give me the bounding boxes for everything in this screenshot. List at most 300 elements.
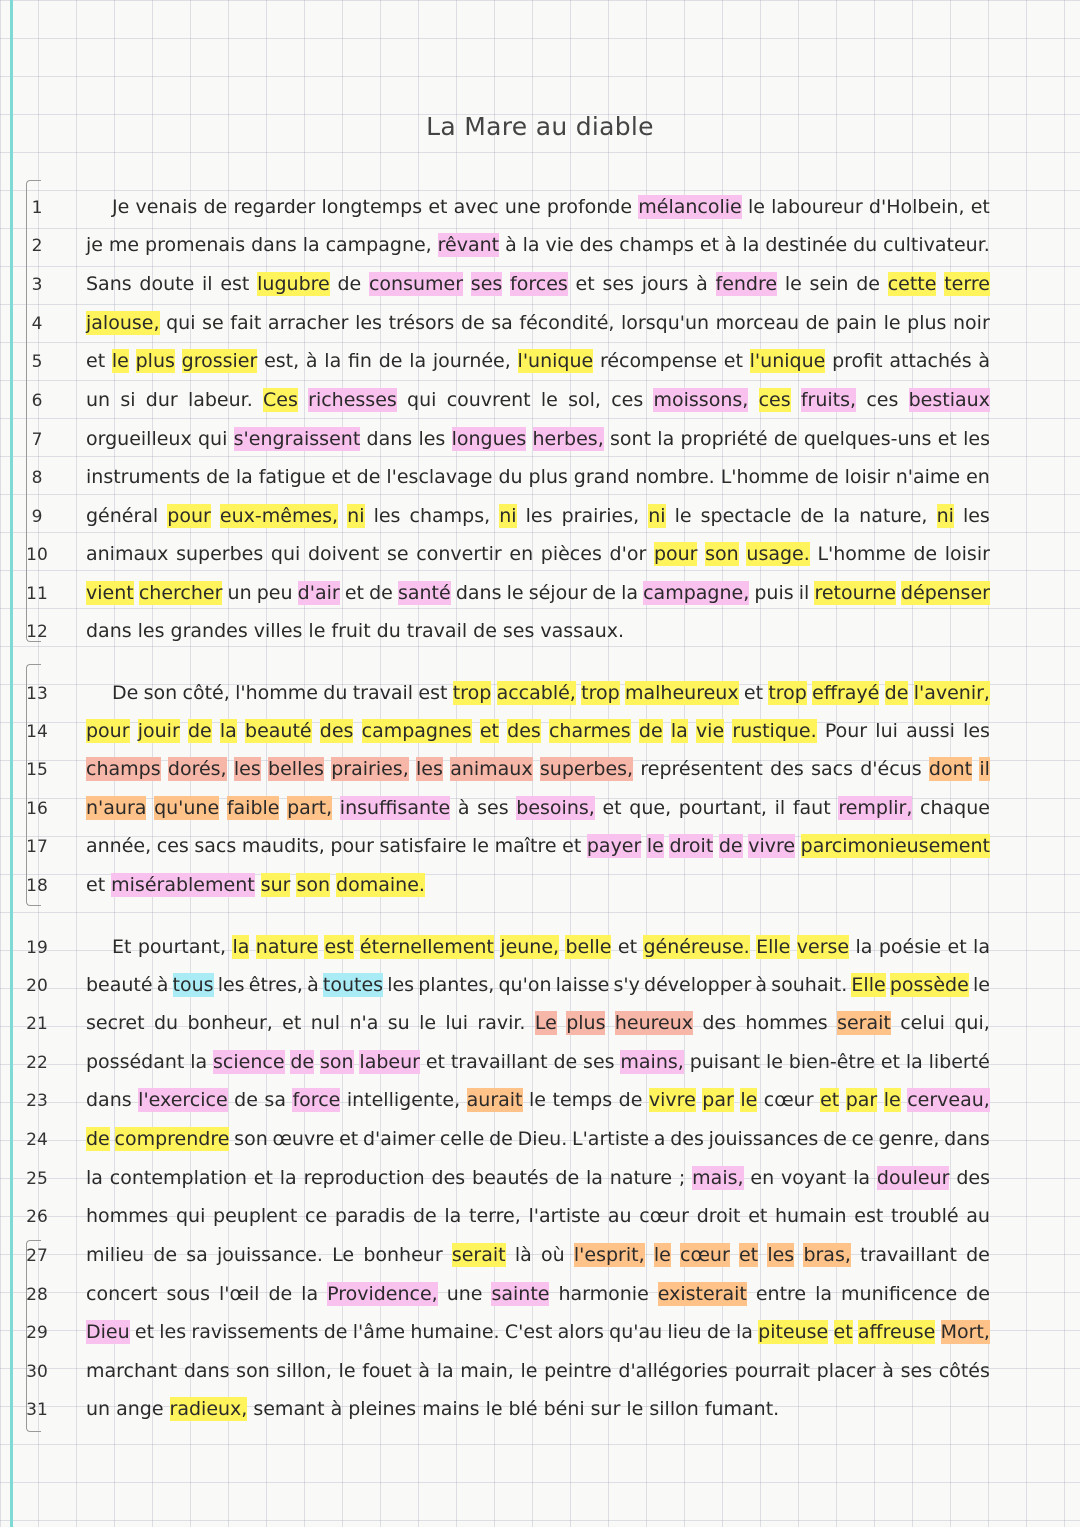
line-number: 23 — [26, 1091, 48, 1111]
text-line — [0, 1047, 1080, 1077]
word: marchant — [86, 1360, 178, 1382]
word: pour — [653, 543, 698, 565]
word: du — [376, 620, 401, 642]
word: ces — [758, 389, 791, 411]
word: les — [217, 974, 245, 996]
word: la — [219, 720, 237, 742]
word: moissons, — [653, 389, 749, 411]
word: ce — [851, 1128, 874, 1150]
word: domaine. — [336, 874, 425, 896]
word: séjour — [528, 582, 588, 604]
word: champs, — [409, 505, 491, 527]
word: sa — [186, 1244, 208, 1266]
word: l'avenir, — [913, 682, 990, 704]
word: et — [820, 1089, 840, 1111]
line-text — [86, 581, 990, 605]
word: champs — [619, 234, 694, 256]
word: et — [937, 428, 957, 450]
word: les — [355, 312, 382, 334]
word: vie — [695, 720, 725, 742]
word: il — [979, 758, 990, 780]
text-line — [0, 1279, 1080, 1309]
word: représentent — [640, 758, 763, 780]
text-line — [0, 932, 1080, 962]
word: alors — [557, 1321, 604, 1343]
word: le — [747, 196, 765, 218]
word: au — [966, 1205, 990, 1227]
word: son — [234, 1128, 268, 1150]
word: laboureur — [771, 196, 863, 218]
line-text — [86, 311, 990, 335]
word: puisant — [689, 1051, 761, 1073]
word: vie — [545, 234, 574, 256]
text-line — [0, 1201, 1080, 1231]
text-line — [0, 1240, 1080, 1270]
word: maudits, — [241, 835, 325, 857]
word: et — [344, 582, 364, 604]
word: fendre — [715, 273, 778, 295]
word: de — [460, 312, 485, 334]
word: le — [111, 350, 129, 372]
word: science — [213, 1051, 285, 1073]
word: la — [522, 234, 540, 256]
word: instruments — [86, 466, 201, 488]
word: je — [86, 234, 103, 256]
word: Le — [332, 1244, 355, 1266]
word: et — [723, 350, 743, 372]
word: des — [770, 758, 804, 780]
word: qu'au — [609, 1321, 663, 1343]
word: est, — [264, 350, 300, 372]
line-number: 15 — [26, 760, 48, 780]
word: fouet — [362, 1360, 412, 1382]
line-number: 27 — [26, 1246, 48, 1266]
word: et — [428, 196, 448, 218]
word: fait — [230, 312, 262, 334]
word: à — [978, 350, 990, 372]
word: journée, — [432, 350, 511, 372]
word: la — [735, 1321, 753, 1343]
line-number: 10 — [26, 545, 48, 565]
word: trésors — [388, 312, 455, 334]
word: noir — [953, 312, 990, 334]
word: une — [504, 196, 541, 218]
word: Elle — [756, 936, 791, 958]
word: qu'une — [154, 797, 220, 819]
word: sous — [166, 1283, 210, 1305]
word: nature — [609, 1167, 673, 1189]
word: santé — [397, 582, 451, 604]
word: et — [617, 936, 638, 958]
word: douleur — [876, 1167, 950, 1189]
word: vivre — [648, 1089, 696, 1111]
word: profit — [832, 350, 883, 372]
word: il — [774, 797, 786, 819]
word: plus — [528, 466, 568, 488]
word: il — [202, 273, 213, 295]
word: du — [498, 466, 523, 488]
word: Le — [534, 1012, 557, 1034]
word: ces — [611, 389, 644, 411]
word: la — [444, 1205, 462, 1227]
word: la — [833, 505, 851, 527]
word: ses — [900, 1360, 933, 1382]
word: Dieu. — [517, 1128, 568, 1150]
word: est — [220, 273, 250, 295]
word: les — [233, 758, 261, 780]
word: pourtant, — [678, 797, 767, 819]
word: de — [718, 835, 743, 857]
word: de — [856, 273, 880, 295]
word: placer — [816, 1360, 876, 1382]
word: la — [436, 1360, 454, 1382]
word: qui — [407, 389, 437, 411]
word: sol, — [568, 389, 601, 411]
word: la — [853, 1167, 871, 1189]
word: ses — [602, 273, 634, 295]
word: rustique. — [732, 720, 817, 742]
text-line — [0, 716, 1080, 746]
word: satisfaire — [379, 835, 467, 857]
word: mains — [422, 1398, 480, 1420]
word: belle — [565, 936, 612, 958]
word: l'esprit, — [573, 1244, 645, 1266]
word: bras, — [803, 1244, 851, 1266]
word: le — [653, 1244, 671, 1266]
word: venais — [135, 196, 198, 218]
word: travail — [406, 620, 468, 642]
word: de — [369, 582, 393, 604]
line-number: 17 — [26, 837, 48, 857]
word: et — [339, 1128, 359, 1150]
line-number: 3 — [31, 275, 43, 295]
line-number: 9 — [31, 507, 43, 527]
word: les — [963, 428, 990, 450]
text-line — [0, 230, 1080, 260]
word: est — [418, 682, 448, 704]
word: année, — [86, 835, 152, 857]
word: doute — [139, 273, 195, 295]
word: dur — [145, 389, 178, 411]
line-text — [86, 465, 990, 489]
word: payer — [586, 835, 642, 857]
word: à — [755, 974, 768, 996]
word: reproduction — [303, 1167, 425, 1189]
word: de — [592, 582, 616, 604]
word: en — [509, 543, 534, 565]
line-number: 8 — [31, 468, 43, 488]
line-number: 24 — [26, 1130, 48, 1150]
word: et — [602, 797, 622, 819]
word: existerait — [657, 1283, 747, 1305]
word: laisse — [555, 974, 610, 996]
word: humain — [775, 1205, 847, 1227]
word: sacs — [194, 835, 237, 857]
word: contemplation — [109, 1167, 247, 1189]
line-text — [86, 233, 990, 257]
word: L'homme — [720, 466, 809, 488]
word: Elle — [851, 974, 886, 996]
word: du — [153, 1012, 179, 1034]
word: qui, — [954, 1012, 990, 1034]
word: pourrait — [734, 1360, 810, 1382]
word: le — [419, 1012, 437, 1034]
word: généreuse. — [643, 936, 750, 958]
word: force — [292, 1089, 341, 1111]
word: et — [970, 196, 990, 218]
word: sont — [610, 428, 652, 450]
word: me — [108, 234, 140, 256]
word: champs — [86, 758, 161, 780]
word: eux-mêmes, — [219, 505, 339, 527]
word: droit — [696, 1205, 741, 1227]
word: ses — [502, 620, 535, 642]
word: vivre — [748, 835, 796, 857]
word: belles — [268, 758, 324, 780]
word: le — [506, 582, 524, 604]
word: ses — [470, 273, 503, 295]
word: plus — [907, 312, 947, 334]
text-line — [0, 1124, 1080, 1154]
word: s'engraissent — [233, 428, 361, 450]
word: retourne — [814, 582, 896, 604]
word: des — [319, 720, 354, 742]
word: Pour — [824, 720, 868, 742]
word: les — [137, 620, 165, 642]
word: loisir — [944, 543, 990, 565]
line-text — [86, 973, 990, 997]
word: de — [290, 1051, 315, 1073]
word: voyant — [781, 1167, 847, 1189]
word: et — [479, 720, 499, 742]
word: celle — [439, 1128, 485, 1150]
word: à — [330, 1398, 343, 1420]
word: le — [626, 1398, 644, 1420]
word: quelques-uns — [803, 428, 932, 450]
line-text — [86, 504, 990, 528]
word: côtés — [938, 1360, 990, 1382]
word: de — [323, 1321, 348, 1343]
word: ange — [116, 1398, 164, 1420]
word: l'œil — [218, 1283, 260, 1305]
word: des — [431, 1167, 466, 1189]
word: de — [814, 466, 839, 488]
word: cœur — [639, 1205, 689, 1227]
text-line — [0, 831, 1080, 861]
word: peuplent — [213, 1205, 298, 1227]
word: beauté — [86, 974, 153, 996]
word: entre — [755, 1283, 807, 1305]
line-number: 5 — [31, 352, 43, 372]
word: blé — [508, 1398, 538, 1420]
word: ni — [648, 505, 666, 527]
word: trop — [581, 682, 620, 704]
word: sacs — [811, 758, 853, 780]
word: lugubre — [257, 273, 330, 295]
word: labeur — [359, 1051, 420, 1073]
text-line — [0, 1317, 1080, 1347]
word: orgueilleux — [86, 428, 192, 450]
word: aussi — [906, 720, 955, 742]
word: nature, — [859, 505, 928, 527]
word: fin — [347, 350, 372, 372]
line-text — [112, 195, 990, 219]
word: se — [387, 543, 409, 565]
word: radieux, — [169, 1398, 248, 1420]
word: tous — [172, 974, 214, 996]
word: liberté — [928, 1051, 990, 1073]
word: consumer — [368, 273, 464, 295]
text-line — [0, 385, 1080, 415]
word: son — [296, 874, 331, 896]
word: loisir — [844, 466, 890, 488]
word: pour — [330, 835, 374, 857]
word: dorés, — [167, 758, 227, 780]
word: ses — [583, 1051, 615, 1073]
word: dont — [928, 758, 973, 780]
line-text — [86, 272, 990, 296]
line-text — [86, 388, 990, 412]
word: et — [331, 466, 351, 488]
word: effrayé — [812, 682, 880, 704]
word: par — [845, 1089, 878, 1111]
word: le — [338, 1360, 356, 1382]
word: la — [670, 720, 688, 742]
word: longues — [451, 428, 527, 450]
word: son — [319, 1051, 354, 1073]
line-number: 11 — [26, 584, 48, 604]
word: jalouse, — [86, 312, 160, 334]
word: herbes, — [532, 428, 604, 450]
page-title: La Mare au diable — [426, 112, 654, 141]
word: fatigue — [258, 466, 326, 488]
word: du — [853, 234, 878, 256]
word: pour — [86, 720, 130, 742]
word: bonheur, — [187, 1012, 273, 1034]
word: Mort, — [940, 1321, 990, 1343]
line-text — [86, 542, 990, 566]
word: usage. — [746, 543, 810, 565]
word: la — [586, 1167, 603, 1189]
word: sillon, — [276, 1360, 332, 1382]
line-number: 18 — [26, 876, 48, 896]
word: la — [905, 1051, 923, 1073]
word: là — [514, 1244, 532, 1266]
word: misérablement — [111, 874, 255, 896]
word: récompense — [599, 350, 718, 372]
word: de — [555, 1167, 580, 1189]
line-text — [86, 1320, 990, 1344]
word: grand — [573, 466, 630, 488]
word: main, — [460, 1360, 514, 1382]
word: lorsqu'un — [621, 312, 710, 334]
word: terre, — [469, 1205, 521, 1227]
word: travaillant — [450, 1051, 548, 1073]
word: du — [323, 682, 348, 704]
word: de — [412, 1205, 437, 1227]
word: su — [387, 1012, 410, 1034]
line-number: 31 — [26, 1400, 48, 1420]
word: avec — [453, 196, 499, 218]
line-text — [86, 619, 990, 643]
line-number: 30 — [26, 1362, 48, 1382]
word: piteuse — [758, 1321, 829, 1343]
word: mais, — [692, 1167, 744, 1189]
word: dans — [86, 620, 132, 642]
word: de — [800, 505, 825, 527]
word: sa — [264, 1089, 286, 1111]
word: milieu — [86, 1244, 145, 1266]
word: des — [579, 234, 614, 256]
text-line — [0, 793, 1080, 823]
word: lui — [445, 1012, 469, 1034]
word: les — [767, 1244, 795, 1266]
word: et — [425, 1051, 445, 1073]
word: la — [279, 1167, 297, 1189]
word: un — [86, 1398, 111, 1420]
word: sillon — [649, 1398, 699, 1420]
word: lieu — [667, 1321, 702, 1343]
word: de — [638, 720, 663, 742]
word: genre, — [878, 1128, 940, 1150]
line-text — [86, 1127, 990, 1151]
word: jouissances — [708, 1128, 819, 1150]
word: son — [236, 1360, 270, 1382]
text-line — [0, 1394, 1080, 1424]
line-number: 22 — [26, 1053, 48, 1073]
word: de — [553, 1051, 578, 1073]
word: ni — [347, 505, 365, 527]
text-line — [0, 754, 1080, 784]
line-text — [86, 873, 990, 897]
word: la — [86, 1167, 103, 1189]
word: qui — [166, 312, 196, 334]
word: Je — [112, 196, 130, 218]
line-text — [86, 1243, 990, 1267]
word: droit — [669, 835, 714, 857]
word: mélancolie — [638, 196, 742, 218]
line-text — [86, 796, 990, 820]
word: la — [742, 234, 760, 256]
word: d'or — [609, 543, 647, 565]
word: la — [235, 466, 253, 488]
word: de — [153, 1244, 178, 1266]
word: charmes — [548, 720, 631, 742]
word: superbes — [176, 543, 264, 565]
word: campagne, — [325, 234, 432, 256]
line-number: 1 — [31, 198, 43, 218]
line-number: 20 — [26, 976, 48, 996]
word: vient — [86, 582, 134, 604]
word: côté, — [182, 682, 230, 704]
word: plus — [566, 1012, 606, 1034]
word: ravissements — [191, 1321, 319, 1343]
word: Providence, — [327, 1283, 438, 1305]
text-line — [0, 870, 1080, 900]
word: possède — [889, 974, 969, 996]
word: dans — [944, 1128, 990, 1150]
word: les — [418, 428, 446, 450]
word: attachés — [889, 350, 972, 372]
word: le — [765, 1051, 783, 1073]
word: de — [489, 1128, 513, 1150]
word: fécondité, — [519, 312, 615, 334]
word: à — [457, 797, 470, 819]
text-line — [0, 970, 1080, 1000]
word: s'y — [613, 974, 640, 996]
word: et — [86, 350, 106, 372]
word: n'a — [349, 1012, 379, 1034]
